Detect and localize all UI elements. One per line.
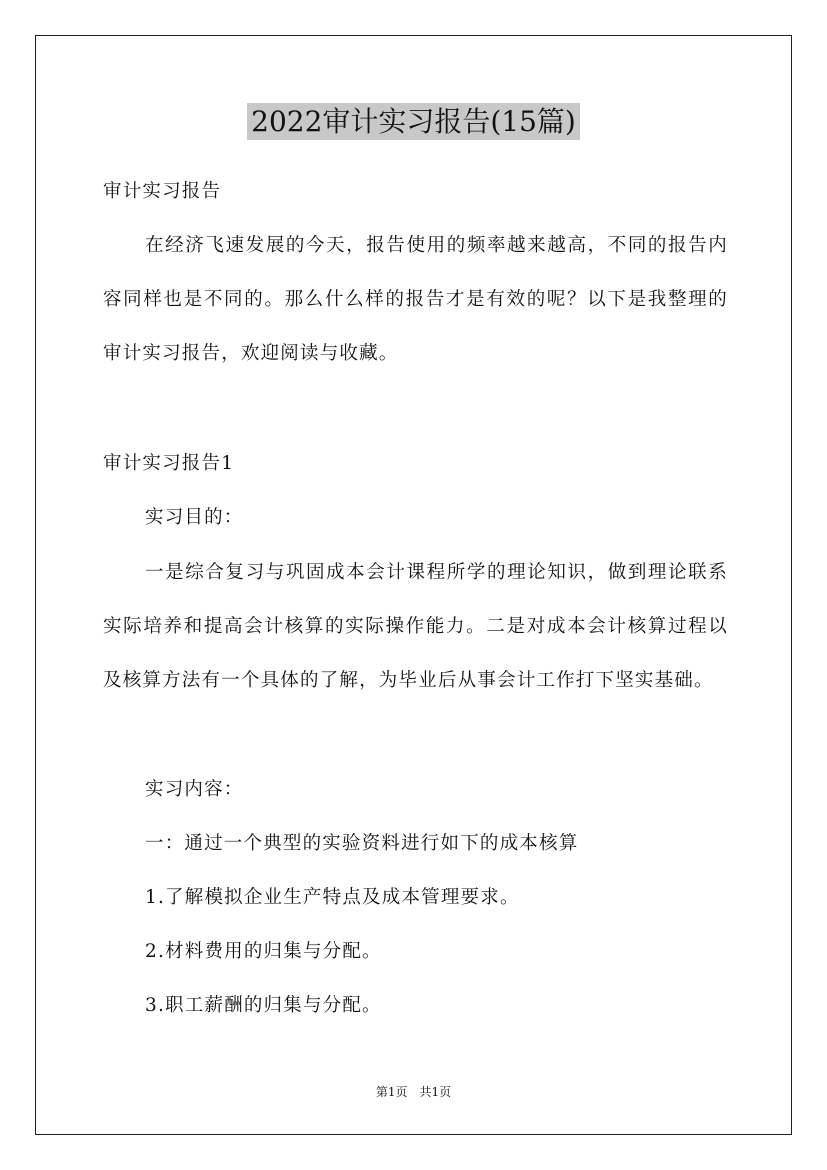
purpose-paragraph: 一是综合复习与巩固成本会计课程所学的理论知识，做到理论联系实际培养和提高会计核算的实际操作能力。二是对成本会计核算过程以及核算方法有一个具体的了解，为毕业后从事会计工作打下坚实基础。 [103, 562, 728, 691]
content-item: 3.职工薪酬的归集与分配。 [145, 995, 382, 1016]
content-item: 一：通过一个典型的实验资料进行如下的成本核算 [145, 833, 579, 854]
page-number: 第1页 [375, 1085, 408, 1099]
purpose-label: 实习目的： [145, 507, 244, 528]
page-footer [0, 1083, 827, 1100]
intro-heading: 审计实习报告 [103, 181, 222, 202]
content-item: 2.材料费用的归集与分配。 [145, 941, 382, 962]
section-heading: 审计实习报告1 [103, 453, 235, 474]
content-item: 1.了解模拟企业生产特点及成本管理要求。 [145, 887, 520, 908]
content-label: 实习内容： [145, 779, 244, 800]
document-title-text: 2022审计实习报告(15篇) [247, 103, 580, 140]
intro-paragraph: 在经济飞速发展的今天，报告使用的频率越来越高，不同的报告内容同样也是不同的。那么什么样的报告才是有效的呢？以下是我整理的审计实习报告，欢迎阅读与收藏。 [103, 235, 728, 364]
page-total: 共1页 [419, 1085, 452, 1099]
document-title [0, 100, 827, 140]
